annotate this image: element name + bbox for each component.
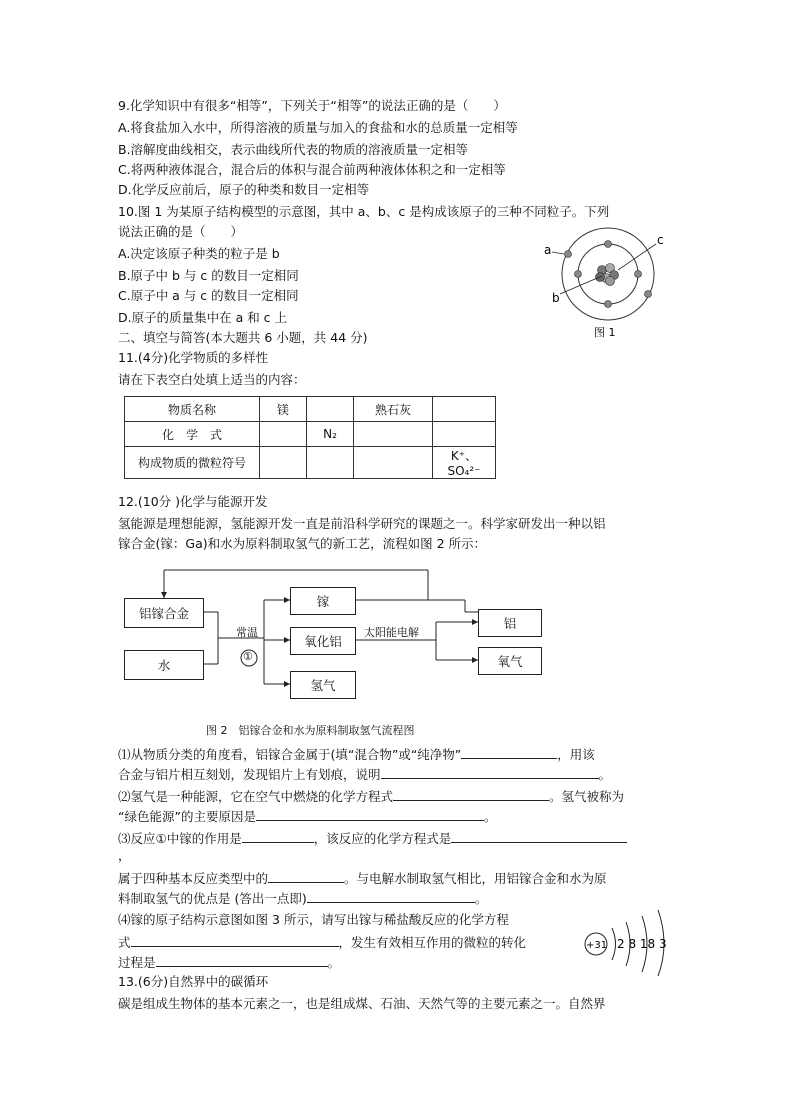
q12-part3-text-d: 。与电解水制取氢气相比，用铝镓合金和水为原 [344,871,607,886]
q12-intro-line1: 氢能源是理想能源，氢能源开发一直是前沿科学研究的课题之一。科学家研发出一种以铝 [118,516,606,531]
table-cell: 物质名称 [125,397,260,422]
answer-blank[interactable] [393,786,549,801]
electron-shells: 2 8 18 3 [617,937,667,951]
q10-option-a[interactable]: A.决定该原子种类的粒子是 b [118,246,280,261]
q12-part4-text-c: ，发生有效相互作用的微粒的转化 [338,935,527,950]
q12-part4-text-d: 过程是 [118,955,156,970]
flow-box-alloy: 铝镓合金 [124,598,204,628]
q9-option-d[interactable]: D.化学反应前后，原子的种类和数目一定相等 [118,182,370,197]
q12-part4-line1: ⑷镓的原子结构示意图如图 3 所示，请写出镓与稀盐酸反应的化学方程 [118,912,509,927]
flow-condition-label: 常温 [236,626,258,639]
q12-intro-line2: 镓合金(镓：Ga)和水为原料制取氢气的新工艺，流程如图 2 所示： [118,536,487,551]
flow-step-label: ① [243,650,253,663]
table-cell: K⁺、SO₄²⁻ [433,447,496,479]
q12-part4-text-b: 式 [118,935,131,950]
flow-box-water: 水 [124,650,204,680]
q9-option-c[interactable]: C.将两种液体混合，混合后的体积与混合前两种液体体积之和一定相等 [118,162,506,177]
q12-part3-line1 [118,828,627,849]
q12-title: 12.(10分 )化学与能源开发 [118,494,268,509]
flow-box-hydrogen: 氢气 [290,671,356,699]
q10-stem-line1: 10.图 1 为某原子结构模型的示意图，其中 a、b、c 是构成该原子的三种不同粒子。下列 [118,204,610,219]
table-cell: 熟石灰 [354,397,433,422]
answer-blank[interactable] [131,932,339,947]
q13-text: 碳是组成生物体的基本元素之一，也是组成煤、石油、天然气等的主要元素之一。自然界 [118,996,606,1011]
q12-part3-text-b: ，该反应的化学方程式是 [313,831,452,846]
q12-part3-line2 [118,868,607,889]
q12-part3-comma: ， [118,848,131,863]
q12-part2-line1 [118,786,624,807]
answer-blank[interactable] [307,888,475,903]
answer-blank[interactable] [242,828,314,843]
q12-part3-text-c: 属于四种基本反应类型中的 [118,871,269,886]
figure2-caption: 图 2 铝镓合金和水为原料制取氢气流程图 [206,724,415,737]
q10-option-d[interactable]: D.原子的质量集中在 a 和 c 上 [118,310,288,325]
label-b: b [552,291,560,305]
flow-box-oxygen: 氧气 [478,647,542,675]
q12-part1-text-b: ，用该 [557,747,595,762]
q12-part1-text-c: 合金与铝片相互刻划，发现铝片上有划痕，说明 [118,767,381,782]
q12-part4-text-e: 。 [327,955,341,970]
q12-part2-text-d: 。 [483,809,497,824]
answer-blank[interactable] [156,952,328,967]
table-cell: 化 学 式 [125,422,260,447]
table-cell: 构成物质的微粒符号 [125,447,260,479]
q11-instruction: 请在下表空白处填上适当的内容： [118,372,306,387]
answer-blank[interactable] [268,868,344,883]
answer-blank[interactable] [451,828,627,843]
answer-blank[interactable] [256,806,484,821]
gallium-atom-diagram [582,900,682,976]
q10-option-c[interactable]: C.原子中 a 与 c 的数目一定相同 [118,288,299,303]
q10-stem-line2: 说法正确的是（ ） [118,224,244,239]
table-cell: 镁 [260,397,307,422]
flow-box-alumina: 氧化铝 [290,627,356,655]
q12-part4-line3 [118,952,340,973]
q12-part3-text-f: 。 [474,891,488,906]
q9-option-a[interactable]: A.将食盐加入水中，所得溶液的质量与加入的食盐和水的总质量一定相等 [118,120,518,135]
q12-part4-line2 [118,932,526,953]
q12-part2-line2 [118,806,496,827]
q12-part2-text-c: “绿色能源”的主要原因是 [118,809,256,824]
q9-option-b[interactable]: B.溶解度曲线相交，表示曲线所代表的物质的溶液质量一定相等 [118,142,469,157]
q10-option-b[interactable]: B.原子中 b 与 c 的数目一定相同 [118,268,299,283]
flow-electrolysis-label: 太阳能电解 [364,626,419,639]
q13-title: 13.(6分)自然界中的碳循环 [118,974,269,989]
q12-part1-text-a: ⑴从物质分类的角度看，铝镓合金属于(填“混合物”或“纯净物” [118,747,462,762]
q12-part2-text-a: ⑵氢气是一种能源，它在空气中燃烧的化学方程式 [118,789,394,804]
nucleus-charge: +31 [586,940,608,951]
label-a: a [544,243,552,257]
answer-blank[interactable] [461,744,557,759]
figure1-caption: 图 1 [594,326,616,339]
answer-blank[interactable] [381,764,599,779]
q12-part1-line1 [118,744,595,765]
q12-part3-text-a: ⑶反应①中镓的作用是 [118,831,242,846]
label-c: c [657,233,664,247]
q12-part1-text-d: 。 [598,767,612,782]
table-cell: N₂ [307,422,354,447]
q12-part3-text-e: 料制取氢气的优点是 (答出一点即) [118,891,307,906]
q12-part3-line3 [118,888,487,909]
q11-title: 11.(4分)化学物质的多样性 [118,350,269,365]
q12-part2-text-b: 。氢气被称为 [549,789,625,804]
q9-stem: 9.化学知识中有很多“相等”，下列关于“相等”的说法正确的是（ ） [118,98,506,113]
q12-part1-line2 [118,764,611,785]
flow-box-aluminum: 铝 [478,609,542,637]
flow-box-gallium: 镓 [290,587,356,615]
section2-heading: 二、填空与简答(本大题共 6 小题，共 44 分) [118,330,368,345]
